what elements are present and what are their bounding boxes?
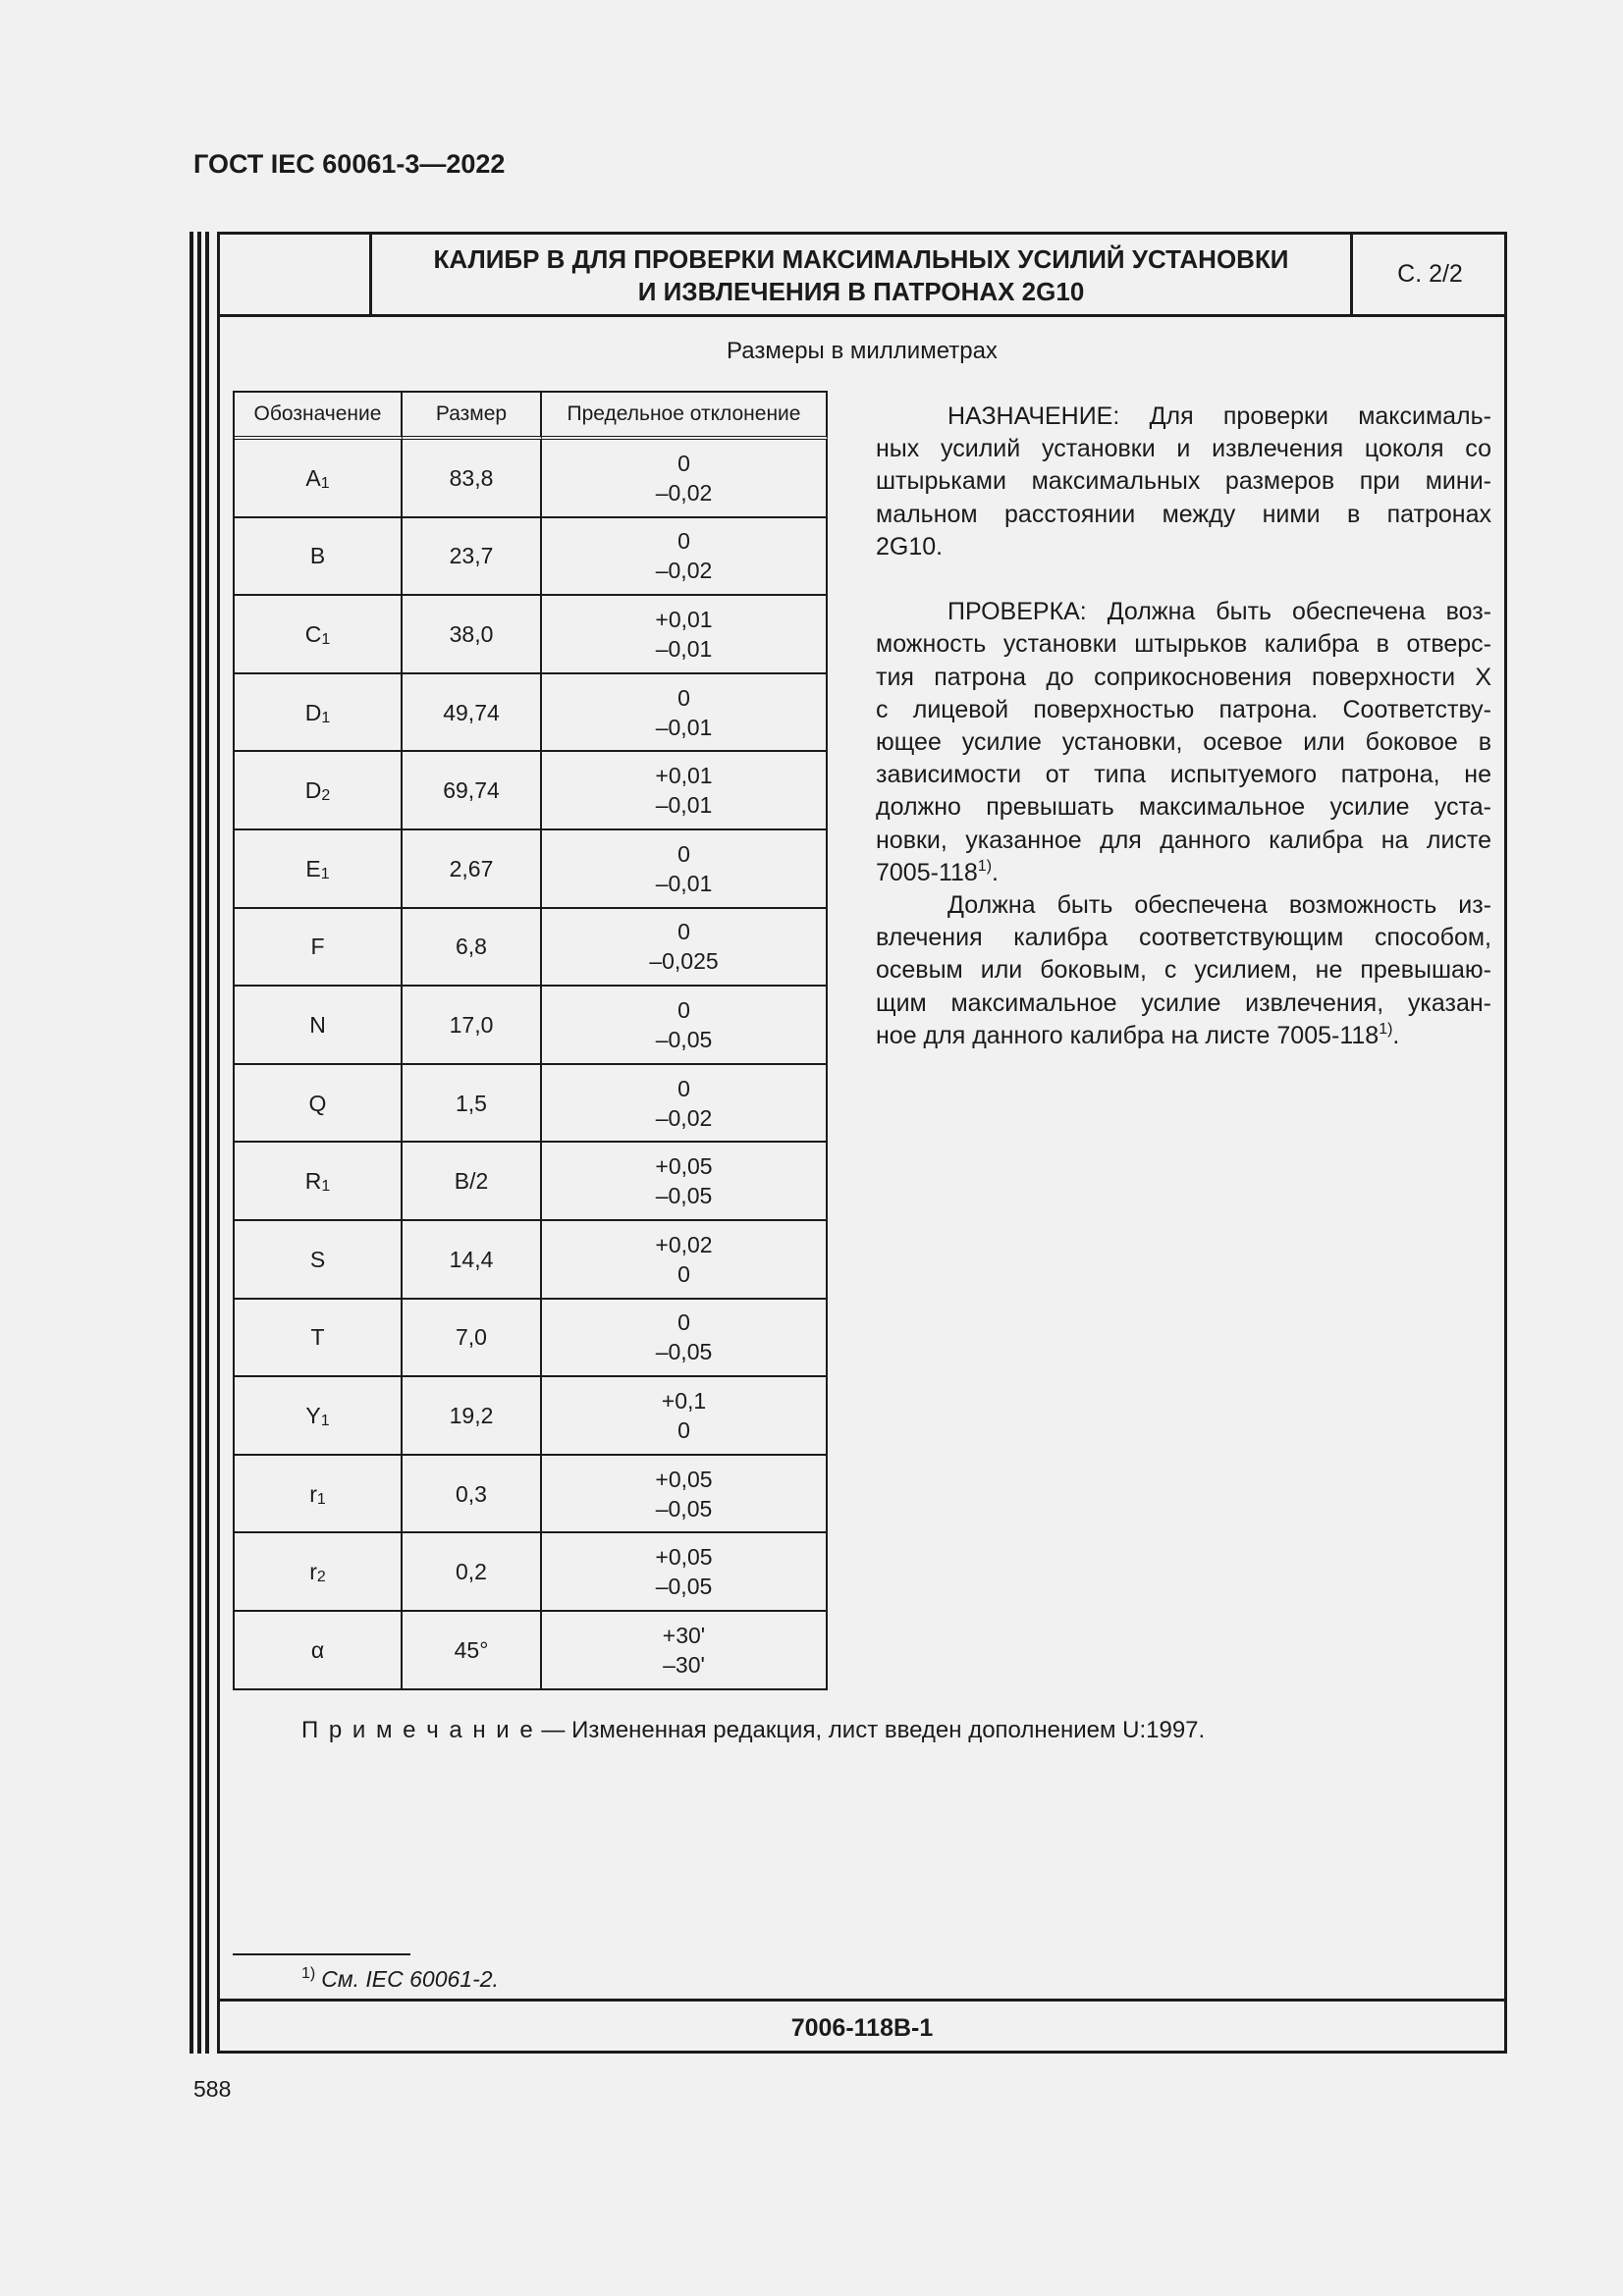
- text-line: должно превышать максимальное усилие уста-: [876, 793, 1491, 822]
- footnote-rule: [233, 1953, 410, 1955]
- lower-deviation: 0: [677, 1260, 690, 1287]
- symbol-cell: R $_1$: [235, 1143, 403, 1221]
- symbol-cell: Y $_1$: [235, 1377, 403, 1456]
- text-line: зависимости от типа испытуемого патрона, не: [876, 761, 1491, 789]
- tolerance-cell: [542, 1377, 828, 1456]
- symbol: S: [309, 1246, 326, 1272]
- lower-deviation: –0,05: [655, 1026, 713, 1052]
- footnote: [301, 1964, 499, 1998]
- size-cell: 1,5: [403, 1065, 542, 1144]
- text-line: тия патрона до соприкосновения поверхности X: [876, 663, 1491, 691]
- tolerance-cell: [542, 909, 828, 988]
- symbol-cell: r $_2$: [235, 1533, 403, 1612]
- text-line: влечения калибра соответствующим способом,: [876, 924, 1491, 952]
- text-fragment: .: [992, 858, 999, 886]
- text-line: новки, указанное для данного калибра на листе: [876, 826, 1491, 854]
- tolerance-cell: [542, 1533, 828, 1612]
- size-cell: 45°: [403, 1612, 542, 1690]
- upper-deviation: +0,05: [655, 1466, 713, 1492]
- upper-deviation: 0: [677, 919, 690, 945]
- text-line: штырьками максимальных размеров при мини-: [876, 467, 1491, 496]
- symbol: R: [304, 1168, 322, 1195]
- units-caption: Размеры в миллиметрах: [727, 338, 998, 364]
- page-reference: [1353, 232, 1507, 316]
- paragraph: [876, 596, 1491, 889]
- lower-deviation: –0,05: [655, 1495, 713, 1522]
- tolerance-cell: [542, 1456, 828, 1534]
- lower-deviation: –30': [663, 1651, 705, 1678]
- lower-deviation: –0,01: [655, 714, 713, 740]
- page-reference-label: С. 2/2: [1397, 259, 1463, 288]
- lower-deviation: –0,01: [655, 635, 713, 662]
- footer-divider: [217, 1999, 1507, 2002]
- symbol: F: [310, 934, 325, 960]
- upper-deviation: 0: [677, 1309, 690, 1336]
- text-line: мальном расстоянии между ними в патронах: [876, 500, 1491, 528]
- upper-deviation: +0,02: [655, 1231, 713, 1257]
- text-line: осевым или боковым, с усилием, не превышаю-: [876, 956, 1491, 985]
- tolerance-cell: [542, 1221, 828, 1300]
- paragraph: [876, 889, 1491, 1052]
- symbol: E: [305, 855, 321, 881]
- sheet-title-line: КАЛИБР B ДЛЯ ПРОВЕРКИ МАКСИМАЛЬНЫХ УСИЛИЙ УСТАНОВКИ: [433, 244, 1289, 274]
- note: [301, 1716, 1205, 1745]
- size-cell: 38,0: [403, 596, 542, 674]
- text-line: [876, 857, 1491, 889]
- symbol: r: [309, 1559, 317, 1585]
- size-cell: 2,67: [403, 830, 542, 909]
- symbol: Q: [308, 1090, 327, 1116]
- text-line: НАЗНАЧЕНИЕ: Для проверки максималь-: [947, 402, 1491, 430]
- upper-deviation: +0,01: [655, 763, 713, 789]
- size-cell: 49,74: [403, 674, 542, 753]
- lower-deviation: –0,01: [655, 792, 713, 819]
- tolerance-cell: [542, 440, 828, 518]
- tolerance-cell: [542, 1300, 828, 1378]
- size-cell: 69,74: [403, 752, 542, 830]
- tolerance-cell: [542, 1612, 828, 1690]
- header-designation: Обозначение: [235, 393, 403, 440]
- symbol-cell: [235, 1300, 403, 1378]
- tolerance-cell: [542, 830, 828, 909]
- standard-designation: ГОСТ IEC 60061-3—2022: [193, 149, 506, 179]
- symbol: N: [309, 1011, 326, 1038]
- tolerance-cell: [542, 1065, 828, 1144]
- page-number: 588: [193, 2076, 232, 2102]
- tolerance-cell: [542, 674, 828, 753]
- body-text: [876, 400, 1491, 1052]
- sheet-title-line: И ИЗВЛЕЧЕНИЯ В ПАТРОНАХ 2G10: [637, 277, 1085, 306]
- lower-deviation: –0,01: [655, 870, 713, 896]
- symbol-cell: [235, 987, 403, 1065]
- upper-deviation: 0: [677, 996, 690, 1023]
- upper-deviation: +30': [662, 1622, 706, 1648]
- header-divider: [217, 314, 1507, 317]
- footnote-text: См. IEC 60061-2.: [321, 1966, 499, 1992]
- tolerance-cell: [542, 1143, 828, 1221]
- size-cell: 0,3: [403, 1456, 542, 1534]
- size-cell: 19,2: [403, 1377, 542, 1456]
- symbol: B: [309, 543, 326, 569]
- lower-deviation: –0,02: [655, 1104, 713, 1131]
- size-cell: 23,7: [403, 518, 542, 597]
- lower-deviation: –0,05: [655, 1339, 713, 1365]
- sheet-code: 7006-118B-1: [790, 2014, 934, 2042]
- note-text: — Измененная редакция, лист введен дополнением U:1997.: [534, 1717, 1206, 1743]
- symbol-cell: D $_1$: [235, 674, 403, 753]
- text-line: [876, 1020, 1491, 1052]
- text-fragment: 7005-118: [876, 858, 978, 886]
- upper-deviation: +0,1: [661, 1387, 707, 1414]
- symbol: α: [310, 1636, 325, 1663]
- upper-deviation: 0: [677, 528, 690, 555]
- size-cell: 17,0: [403, 987, 542, 1065]
- symbol: C: [304, 620, 322, 647]
- margin-bar: [189, 232, 193, 2054]
- size-cell: 83,8: [403, 440, 542, 518]
- tolerance-cell: [542, 518, 828, 597]
- lower-deviation: –0,02: [655, 479, 713, 506]
- text-line: с лицевой поверхностью патрона. Соответству-: [876, 695, 1491, 723]
- lower-deviation: –0,025: [649, 948, 719, 975]
- text-line: ющее усилие установки, осевое или боковое в: [876, 728, 1491, 757]
- size-cell: 14,4: [403, 1221, 542, 1300]
- upper-deviation: +0,05: [655, 1153, 713, 1180]
- footnote-reference: 1): [977, 857, 993, 875]
- text-line: ных усилий установки и извлечения цоколя со: [876, 435, 1491, 463]
- footnote-reference: 1): [1379, 1020, 1393, 1038]
- symbol-cell: [235, 1221, 403, 1300]
- tolerance-cell: [542, 596, 828, 674]
- text-fragment: ное для данного калибра на листе 7005-118: [876, 1021, 1380, 1049]
- symbol-cell: [235, 518, 403, 597]
- size-cell: 7,0: [403, 1300, 542, 1378]
- text-fragment: .: [1392, 1021, 1400, 1049]
- header-size: Размер: [403, 393, 542, 440]
- sheet-title: [372, 243, 1350, 308]
- dimensions-table: [233, 391, 828, 1690]
- symbol: T: [310, 1324, 325, 1351]
- symbol-cell: D $_2$: [235, 752, 403, 830]
- symbol: D: [304, 777, 322, 804]
- note-label: П р и м е ч а н и е: [301, 1717, 535, 1743]
- text-line: 2G10.: [876, 532, 944, 561]
- size-cell: 0,2: [403, 1533, 542, 1612]
- tolerance-cell: [542, 752, 828, 830]
- symbol: D: [304, 699, 322, 725]
- tolerance-cell: [542, 987, 828, 1065]
- text-line: можность установки штырьков калибра в отверс-: [876, 630, 1491, 659]
- upper-deviation: +0,05: [655, 1544, 713, 1571]
- margin-bar: [197, 232, 201, 2054]
- symbol-cell: [235, 1612, 403, 1690]
- symbol-cell: E $_1$: [235, 830, 403, 909]
- lower-deviation: –0,05: [655, 1574, 713, 1600]
- symbol-cell: [235, 909, 403, 988]
- symbol: A: [305, 464, 321, 491]
- symbol: Y: [305, 1402, 321, 1428]
- paragraph: [876, 400, 1491, 563]
- symbol-cell: A $_1$: [235, 440, 403, 518]
- size-cell: 6,8: [403, 909, 542, 988]
- symbol: r: [309, 1480, 317, 1507]
- upper-deviation: 0: [677, 450, 690, 476]
- margin-bar: [205, 232, 209, 2054]
- lower-deviation: –0,05: [655, 1183, 713, 1209]
- text-line: щим максимальное усилие извлечения, указан-: [876, 988, 1491, 1017]
- symbol-cell: [235, 1065, 403, 1144]
- lower-deviation: 0: [677, 1416, 690, 1443]
- upper-deviation: 0: [677, 684, 690, 711]
- footnote-mark: 1): [301, 1965, 316, 1982]
- upper-deviation: 0: [677, 1075, 690, 1101]
- symbol-cell: r $_1$: [235, 1456, 403, 1534]
- header-tolerance: Предельное отклонение: [542, 393, 828, 440]
- size-cell: B/2: [403, 1143, 542, 1221]
- lower-deviation: –0,02: [655, 558, 713, 584]
- text-line: ПРОВЕРКА: Должна быть обеспечена воз-: [947, 598, 1491, 626]
- upper-deviation: 0: [677, 840, 690, 867]
- upper-deviation: +0,01: [655, 606, 713, 632]
- symbol-cell: C $_1$: [235, 596, 403, 674]
- text-line: Должна быть обеспечена возможность из-: [947, 891, 1491, 920]
